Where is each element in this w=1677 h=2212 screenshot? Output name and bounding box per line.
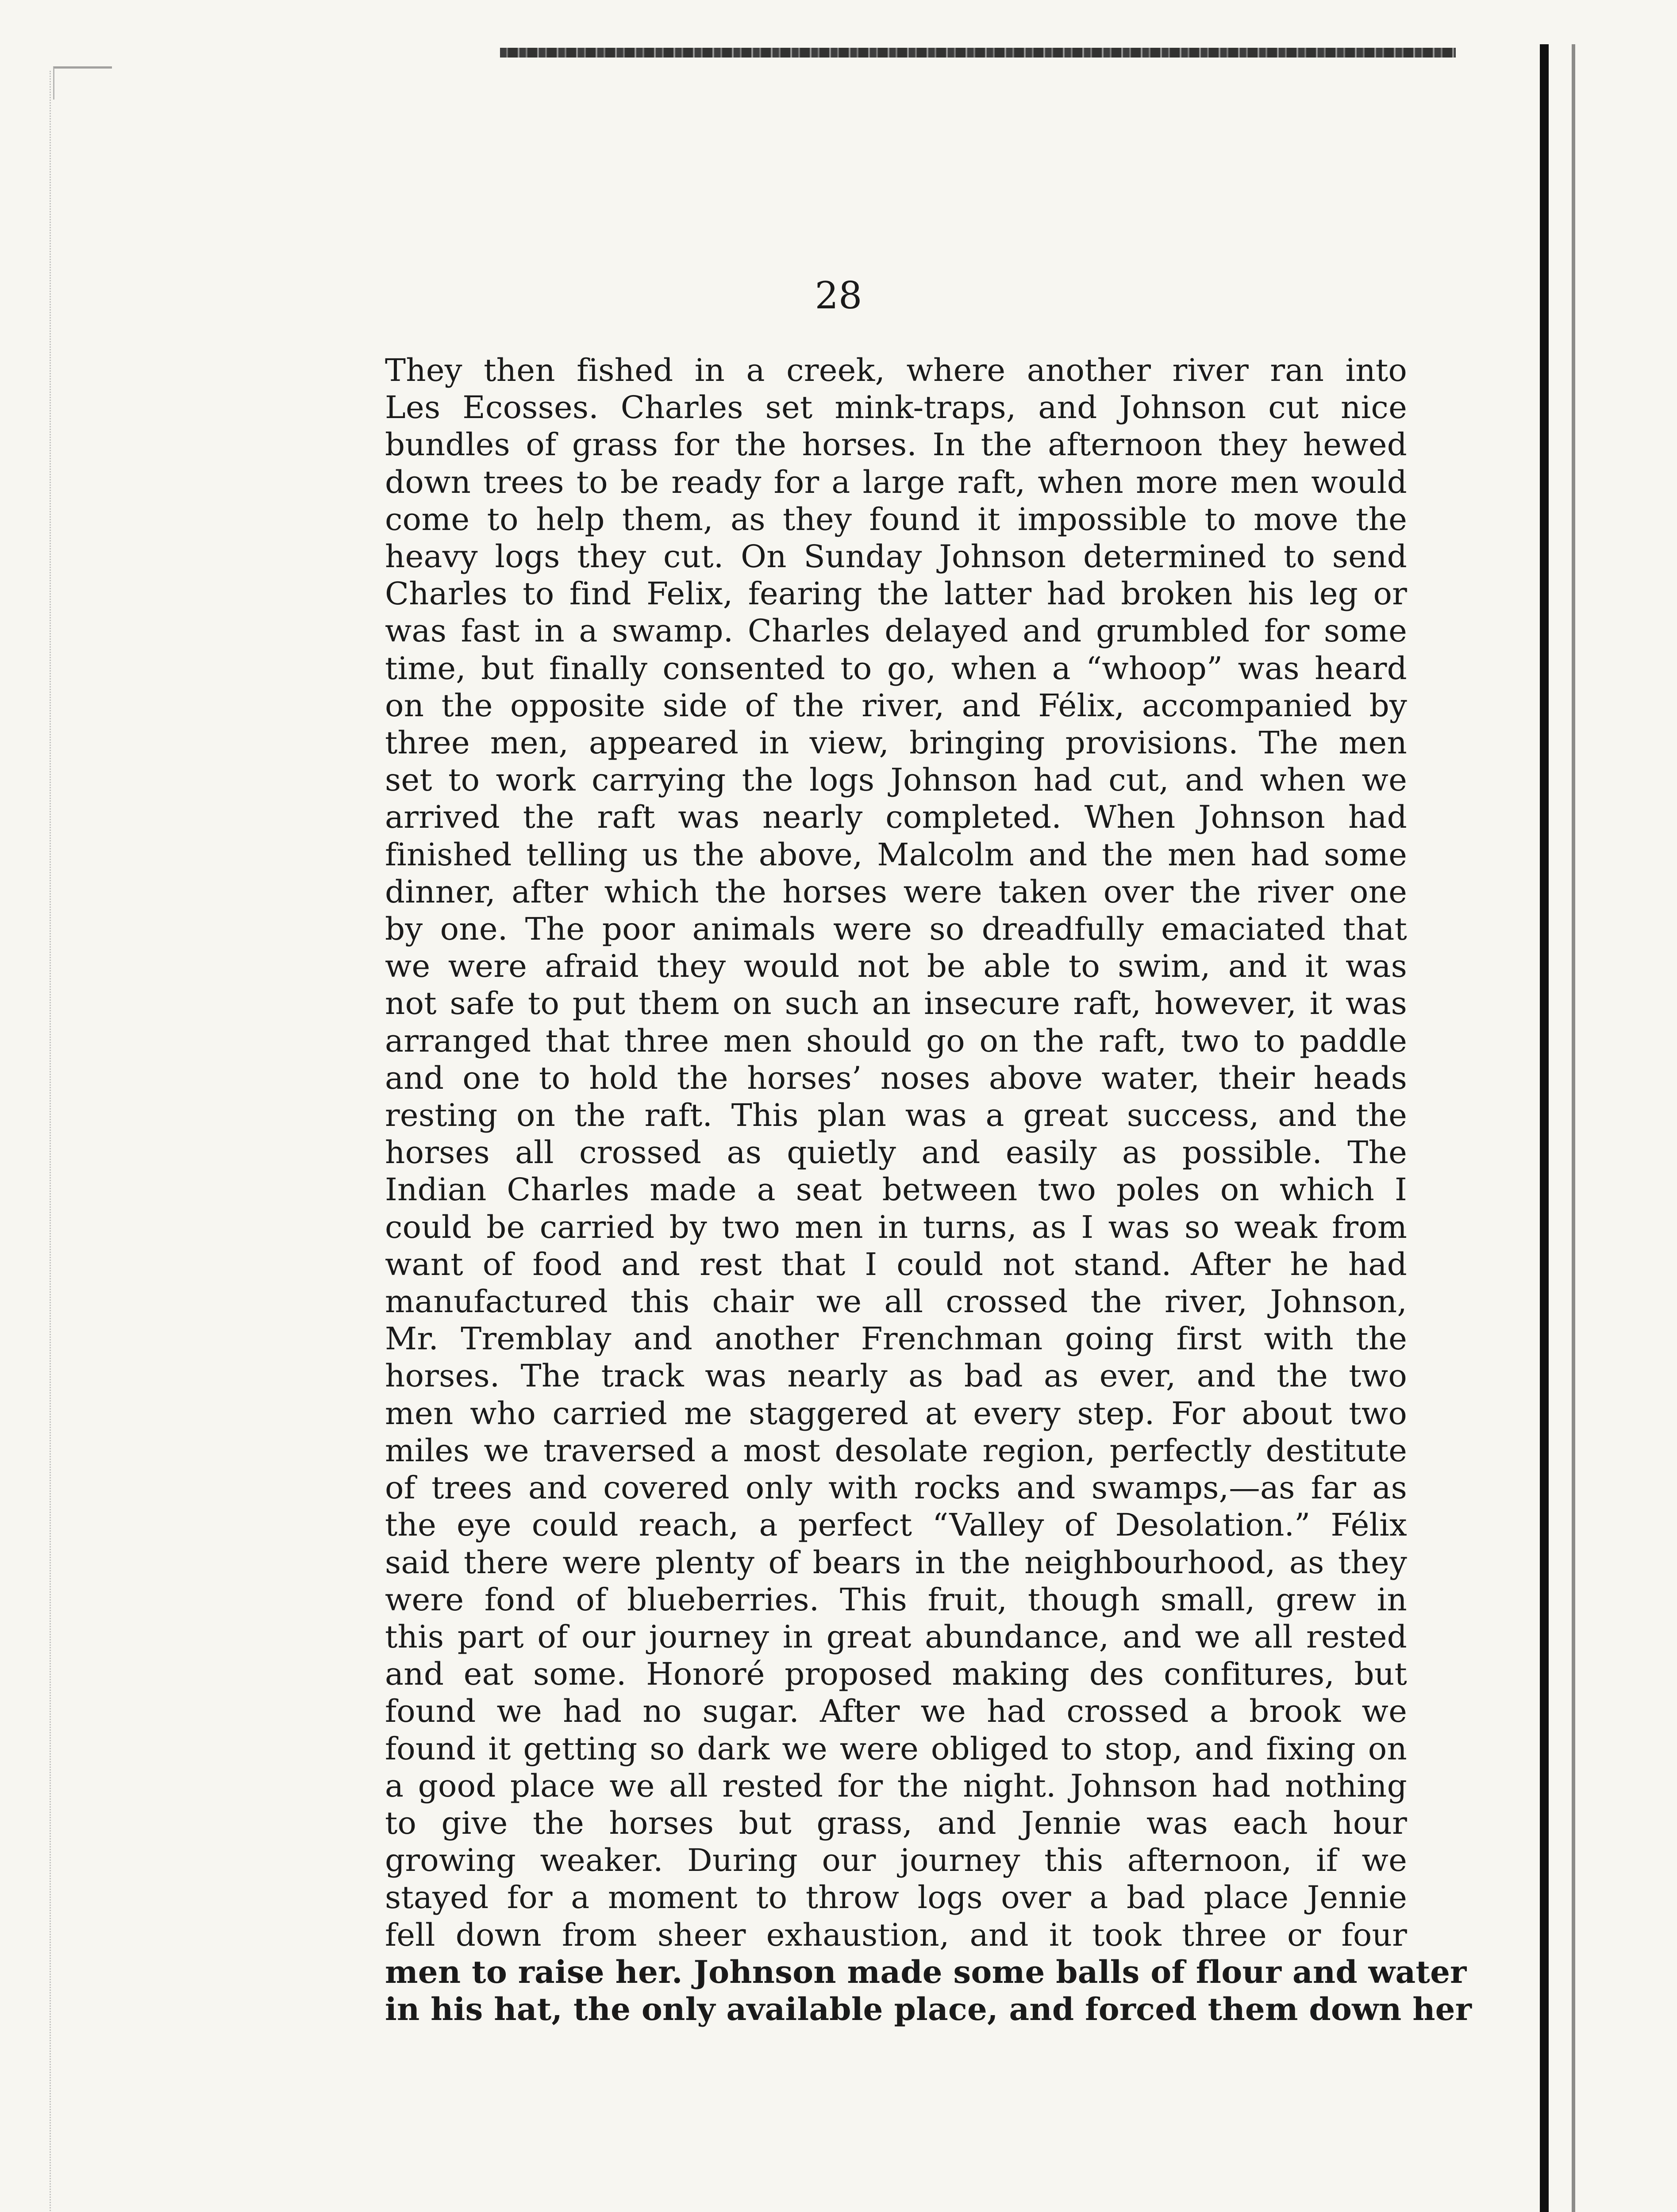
text-line: not safe to put them on such an insecure raft, however, it was bbox=[385, 985, 1407, 1022]
text-line: Mr. Tremblay and another Frenchman going first with the bbox=[385, 1321, 1407, 1357]
text-line: growing weaker. During our journey this afternoon, if we bbox=[385, 1842, 1407, 1879]
text-line: manufactured this chair we all crossed the river, Johnson, bbox=[385, 1283, 1407, 1320]
scan-right-edge bbox=[1572, 44, 1575, 2212]
text-line: set to work carrying the logs Johnson had cut, and when we bbox=[385, 762, 1407, 799]
text-line: stayed for a moment to throw logs over a bad place Jennie bbox=[385, 1879, 1407, 1916]
scan-left-edge bbox=[50, 71, 71, 2212]
text-line: by one. The poor animals were so dreadfully emaciated that bbox=[385, 911, 1407, 948]
body-text bbox=[385, 352, 1472, 2028]
text-line: arranged that three men should go on the raft, two to paddle bbox=[385, 1022, 1407, 1059]
text-line: men who carried me staggered at every step. For about two bbox=[385, 1395, 1407, 1432]
text-line: bundles of grass for the horses. In the afternoon they hewed bbox=[385, 426, 1407, 463]
text-line: Charles to find Felix, fearing the latter had broken his leg or bbox=[385, 576, 1407, 612]
text-line: three men, appeared in view, bringing provisions. The men bbox=[385, 725, 1407, 761]
scan-right-rule bbox=[1540, 44, 1549, 2212]
text-line: horses. The track was nearly as bad as ever, and the two bbox=[385, 1358, 1407, 1394]
text-line: were fond of blueberries. This fruit, though small, grew in bbox=[385, 1581, 1407, 1618]
text-line: a good place we all rested for the night. Johnson had nothing bbox=[385, 1767, 1407, 1804]
text-line: was fast in a swamp. Charles delayed and grumbled for some bbox=[385, 613, 1407, 649]
text-line: in his hat, the only available place, and forced them down her bbox=[385, 1990, 1472, 2028]
text-line: the eye could reach, a perfect “Valley of Desolation.” Félix bbox=[385, 1507, 1407, 1544]
text-line: and eat some. Honoré proposed making des confitures, but bbox=[385, 1656, 1407, 1693]
text-line: horses all crossed as quietly and easily as possible. The bbox=[385, 1134, 1407, 1171]
text-line: resting on the raft. This plan was a great success, and the bbox=[385, 1097, 1407, 1134]
text-line: down trees to be ready for a large raft, when more men would bbox=[385, 464, 1407, 500]
text-line: Les Ecosses. Charles set mink-traps, and Johnson cut nice bbox=[385, 389, 1407, 426]
text-line: heavy logs they cut. On Sunday Johnson determined to send bbox=[385, 538, 1407, 575]
text-line: miles we traversed a most desolate region, perfectly destitute bbox=[385, 1432, 1407, 1469]
page-number: 28 bbox=[815, 274, 862, 317]
text-line: said there were plenty of bears in the neighbourhood, as they bbox=[385, 1544, 1407, 1581]
text-line: this part of our journey in great abundance, and we all rested bbox=[385, 1618, 1407, 1655]
text-line: finished telling us the above, Malcolm and the men had some bbox=[385, 836, 1407, 873]
text-line: of trees and covered only with rocks and swamps,—as far as bbox=[385, 1470, 1407, 1506]
text-line: men to raise her. Johnson made some balls of flour and water bbox=[385, 1953, 1467, 1990]
text-line: want of food and rest that I could not stand. After he had bbox=[385, 1246, 1407, 1283]
text-line: time, but finally consented to go, when a “whoop” was heard bbox=[385, 650, 1407, 687]
text-line: found we had no sugar. After we had crossed a brook we bbox=[385, 1693, 1407, 1730]
text-line: could be carried by two men in turns, as I was so weak from bbox=[385, 1209, 1407, 1245]
text-line: found it getting so dark we were obliged to stop, and fixing on bbox=[385, 1730, 1407, 1767]
text-line: dinner, after which the horses were taken over the river one bbox=[385, 873, 1407, 910]
text-line: to give the horses but grass, and Jennie was each hour bbox=[385, 1805, 1407, 1841]
scan-top-rule bbox=[500, 48, 1456, 58]
text-line: come to help them, as they found it impossible to move the bbox=[385, 501, 1407, 538]
text-line: fell down from sheer exhaustion, and it took three or four bbox=[385, 1916, 1407, 1953]
text-line: They then fished in a creek, where another river ran into bbox=[385, 352, 1407, 388]
text-line: on the opposite side of the river, and Félix, accompanied by bbox=[385, 687, 1407, 724]
text-line: Indian Charles made a seat between two poles on which I bbox=[385, 1171, 1407, 1208]
text-line: we were afraid they would not be able to swim, and it was bbox=[385, 948, 1407, 985]
text-line: arrived the raft was nearly completed. When Johnson had bbox=[385, 799, 1407, 836]
text-line: and one to hold the horses’ noses above water, their heads bbox=[385, 1060, 1407, 1096]
